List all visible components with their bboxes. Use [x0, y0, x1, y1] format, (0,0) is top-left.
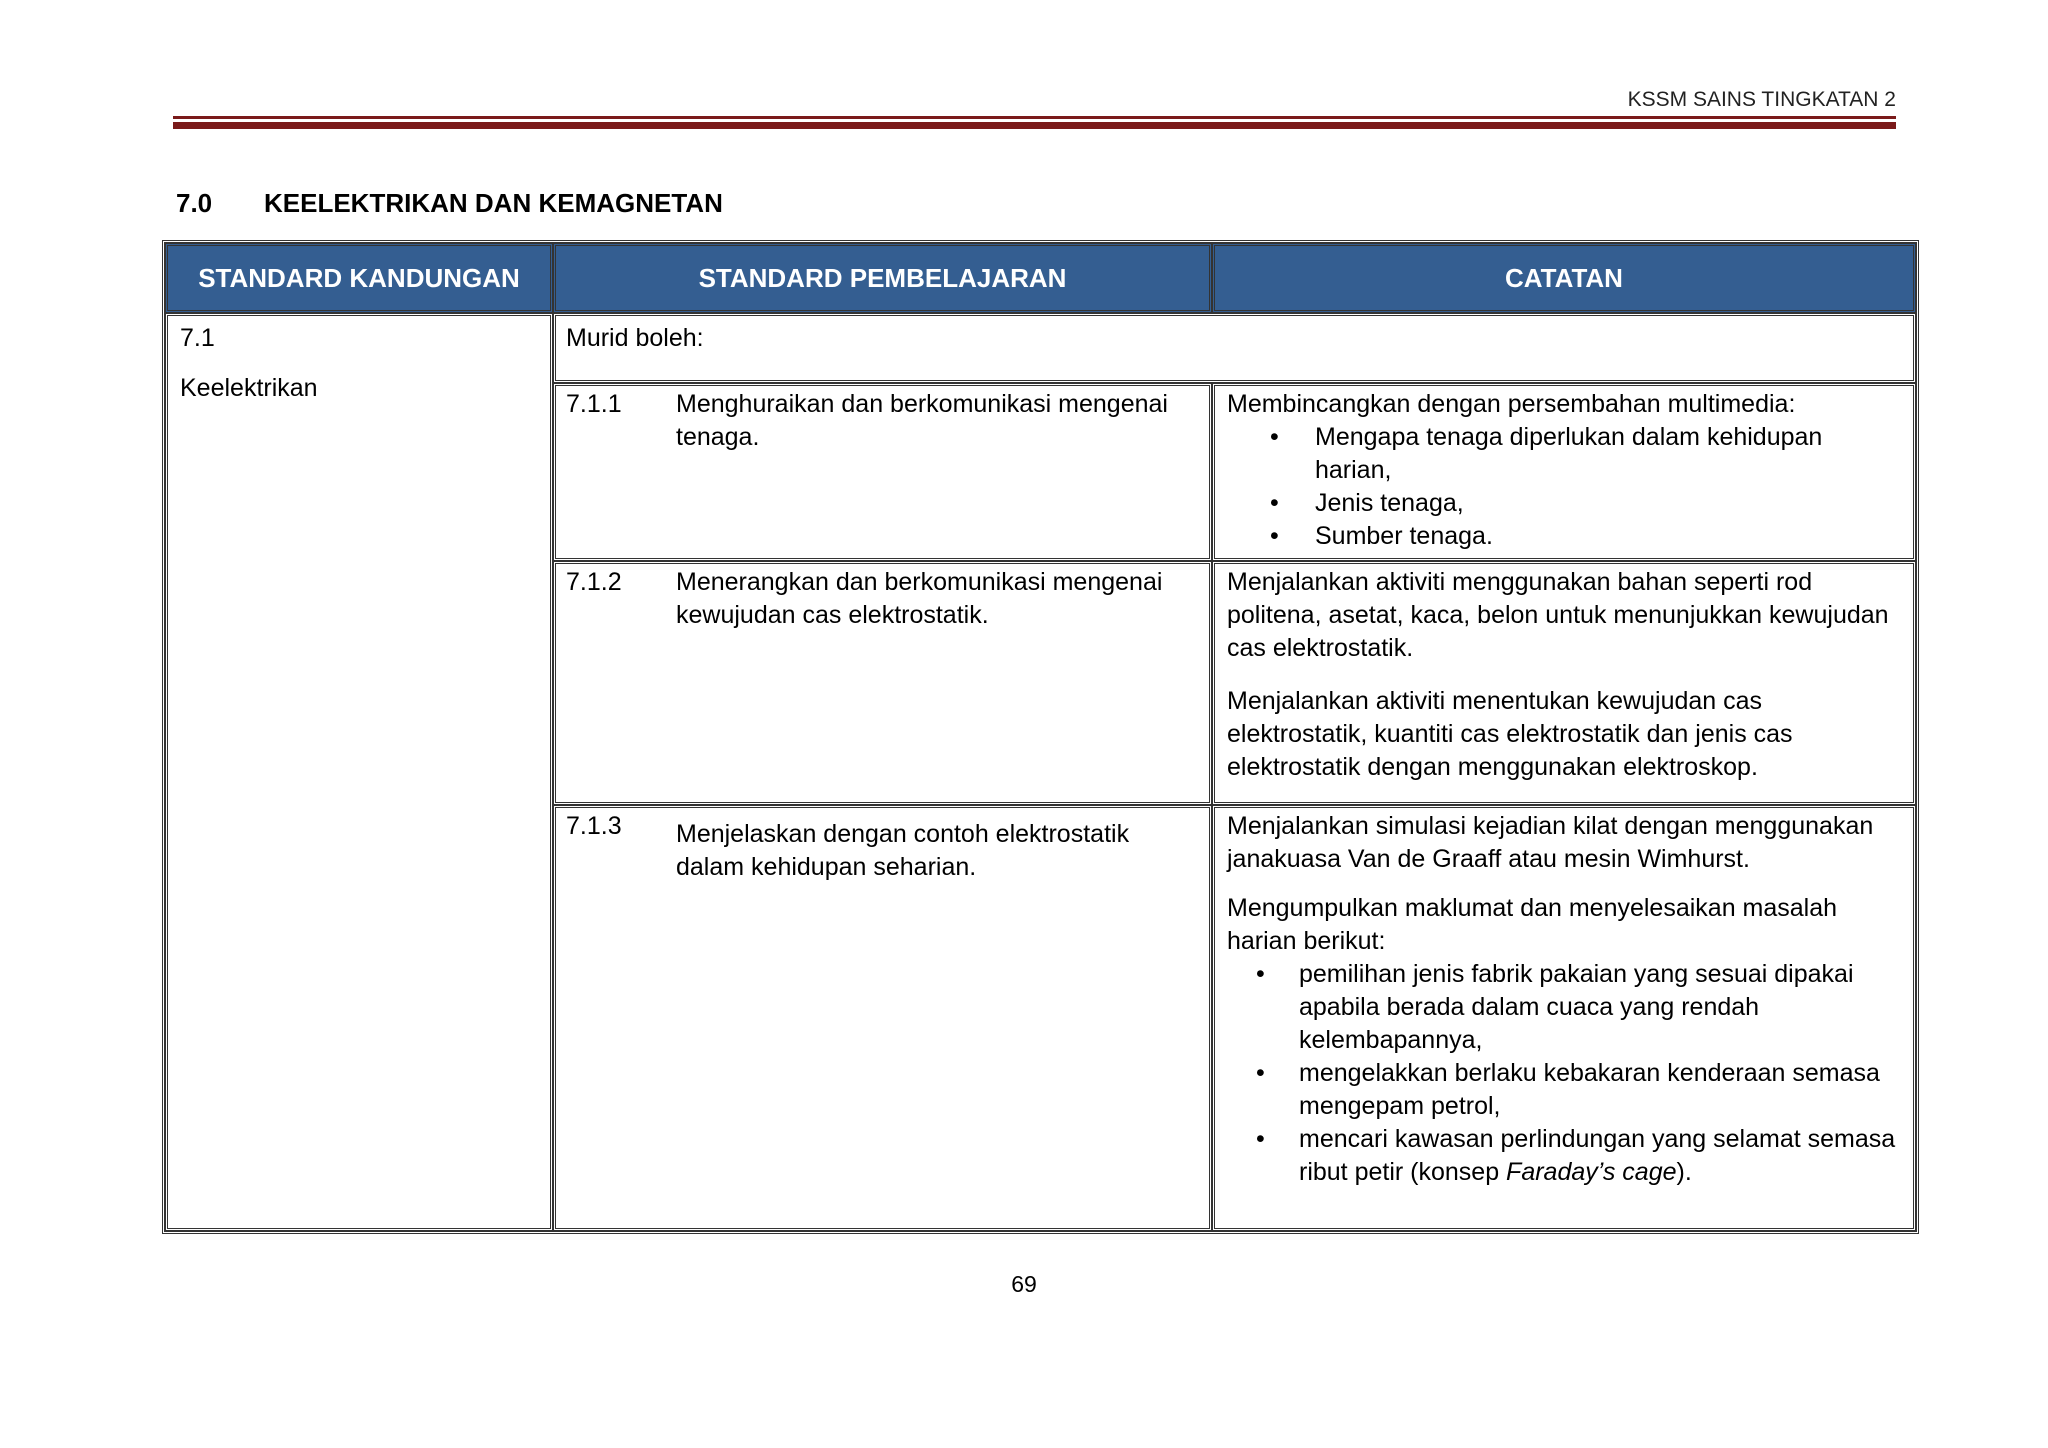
content-standard-title: Keelektrikan — [180, 374, 318, 402]
column-header-standard-pembelajaran: STANDARD PEMBELAJARAN — [553, 243, 1212, 313]
list-item: • Mengapa tenaga diperlukan dalam kehidupan harian, — [1227, 421, 1905, 487]
learning-standard-text: Menjelaskan dengan contoh elektrostatik dalam kehidupan seharian. — [676, 820, 1130, 881]
running-header: KSSM SAINS TINGKATAN 2 — [1627, 88, 1896, 111]
note-cell — [1212, 561, 1916, 805]
learning-standard-text: Menghuraikan dan berkomunikasi mengenai tenaga. — [676, 390, 1168, 451]
note-cell — [1212, 805, 1916, 1231]
note-paragraph: Menjalankan aktiviti menentukan kewujudan cas elektrostatik, kuantiti cas elektrostatik dan jenis cas elektrostatik dengan menggunakan elektroskop. — [1227, 687, 1793, 781]
learning-standard-code: 7.1.2 — [566, 568, 622, 596]
list-item-italic-term: Faraday’s cage — [1506, 1158, 1677, 1186]
intro-text: Murid boleh: — [566, 324, 704, 352]
curriculum-table — [162, 240, 1919, 1234]
section-title — [176, 188, 723, 219]
learning-standard-cell — [553, 383, 1212, 561]
column-header-catatan: CATATAN — [1212, 243, 1916, 313]
learning-standard-text: Menerangkan dan berkomunikasi mengenai kewujudan cas elektrostatik. — [676, 568, 1163, 629]
intro-cell — [553, 313, 1916, 383]
section-number: 7.0 — [176, 188, 213, 218]
header-rule-thick — [173, 122, 1896, 129]
note-paragraph: Mengumpulkan maklumat dan menyelesaikan masalah harian berikut: — [1227, 894, 1838, 955]
bullet-list — [1227, 421, 1905, 553]
header-rule-thin — [173, 116, 1896, 119]
list-item-text: mencari kawasan perlindungan yang selamat semasa ribut petir (konsep — [1299, 1125, 1896, 1186]
note-intro: Membincangkan dengan persembahan multimedia: — [1227, 390, 1796, 418]
bullet-list — [1227, 958, 1905, 1189]
list-item-text-end: ). — [1676, 1158, 1692, 1186]
note-cell — [1212, 383, 1916, 561]
section-title-text: KEELEKTRIKAN DAN KEMAGNETAN — [264, 188, 723, 218]
learning-standard-cell — [553, 561, 1212, 805]
list-item: • Jenis tenaga, — [1227, 487, 1905, 520]
learning-standard-code: 7.1.3 — [566, 812, 622, 840]
content-standard-code: 7.1 — [180, 324, 215, 352]
list-item: • pemilihan jenis fabrik pakaian yang sesuai dipakai apabila berada dalam cuaca yang rendah kelembapannya, — [1227, 958, 1905, 1057]
content-standard-cell — [165, 313, 553, 1231]
list-item — [1227, 1123, 1905, 1189]
list-item: • mengelakkan berlaku kebakaran kenderaan semasa mengepam petrol, — [1227, 1057, 1905, 1123]
learning-standard-code: 7.1.1 — [566, 390, 622, 418]
column-header-standard-kandungan: STANDARD KANDUNGAN — [165, 243, 553, 313]
list-item: • Sumber tenaga. — [1227, 520, 1905, 553]
page-number: 69 — [1011, 1271, 1037, 1297]
note-paragraph: Menjalankan simulasi kejadian kilat dengan menggunakan janakuasa Van de Graaff atau mesin Wimhurst. — [1227, 812, 1874, 873]
note-paragraph: Menjalankan aktiviti menggunakan bahan seperti rod politena, asetat, kaca, belon untuk menunjukkan kewujudan cas elektrostatik. — [1227, 568, 1889, 662]
learning-standard-cell — [553, 805, 1212, 1231]
